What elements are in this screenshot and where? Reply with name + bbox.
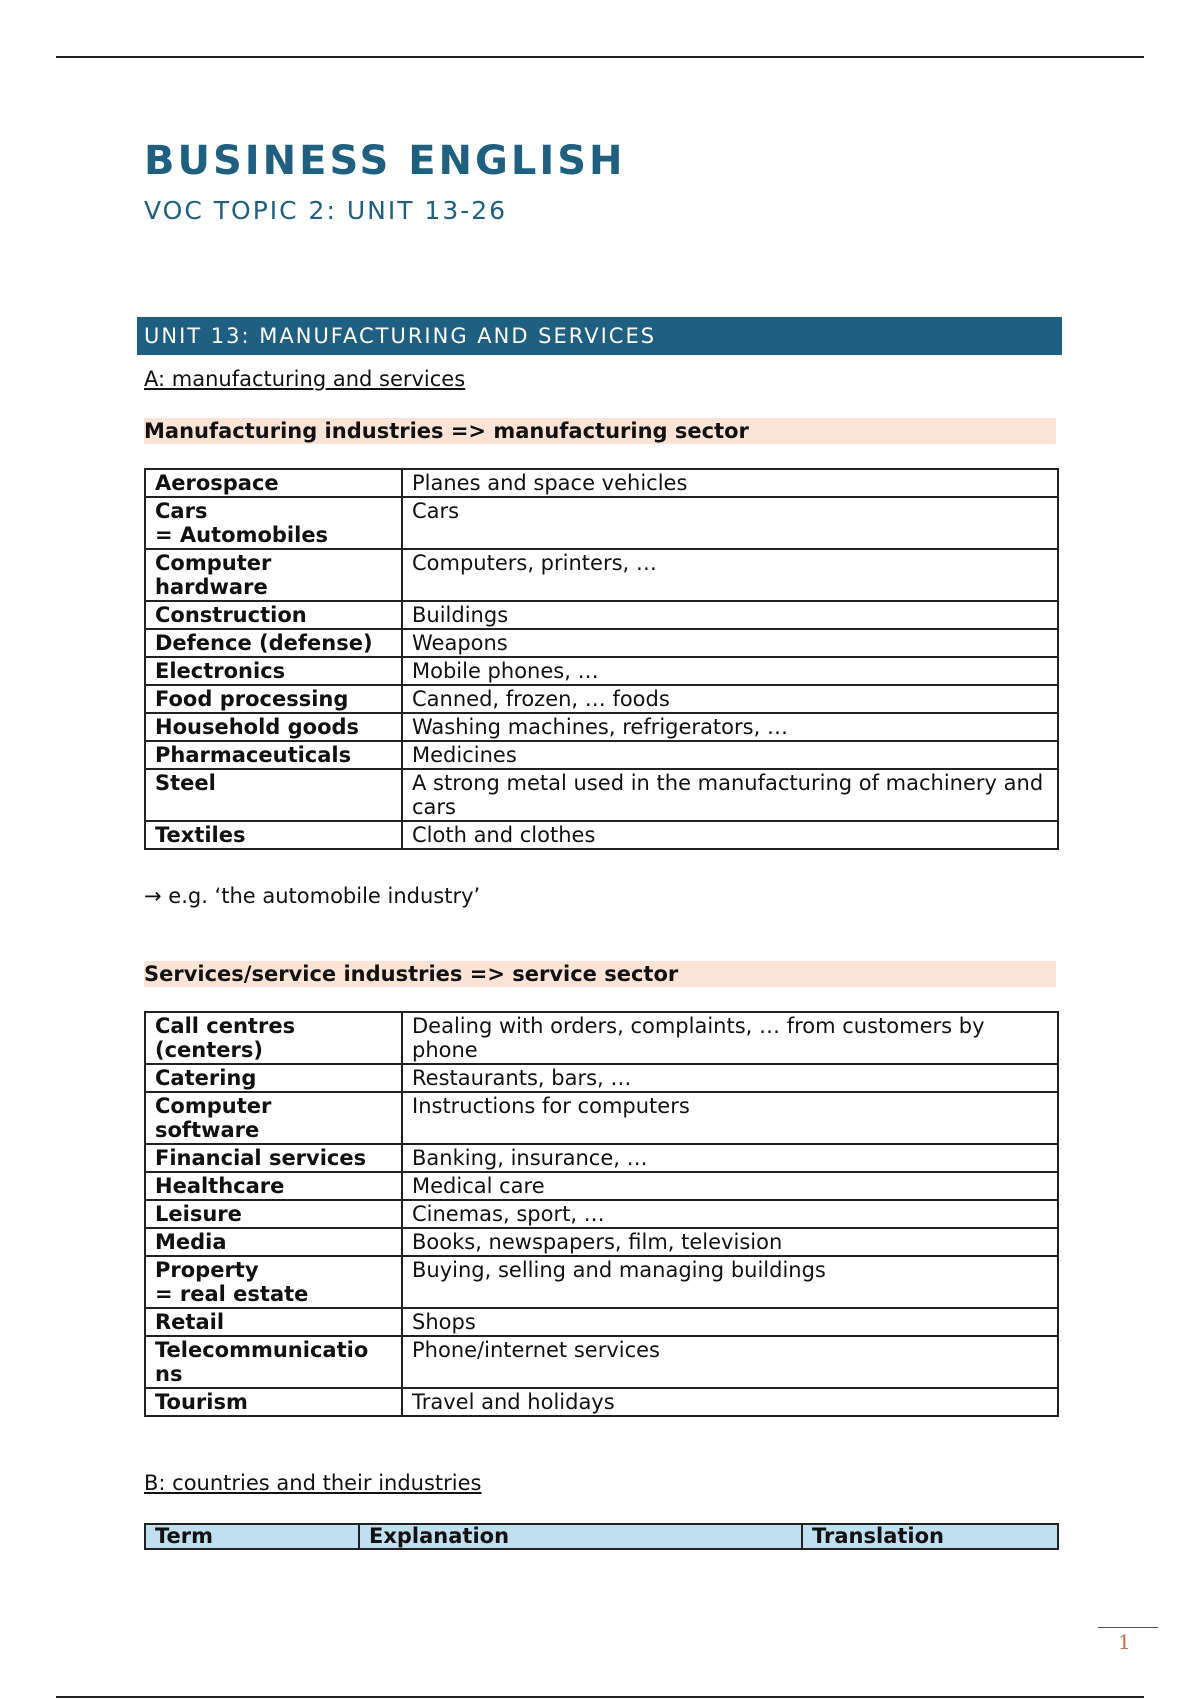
- table-row: [145, 497, 1058, 549]
- table-row: [145, 685, 1058, 713]
- description-cell: Planes and space vehicles: [402, 469, 1058, 497]
- description-cell: Medical care: [402, 1172, 1058, 1200]
- term-cell: Cars = Automobiles: [145, 497, 402, 549]
- table-row: [145, 1256, 1058, 1308]
- description-cell: Washing machines, refrigerators, …: [402, 713, 1058, 741]
- header-term: Term: [145, 1524, 359, 1549]
- countries-table-header: [144, 1523, 1059, 1550]
- description-cell: Books, newspapers, film, television: [402, 1228, 1058, 1256]
- term-cell: Construction: [145, 601, 402, 629]
- table-row: [145, 1200, 1058, 1228]
- term-cell: Telecommunicatio ns: [145, 1336, 402, 1388]
- term-cell: Property = real estate: [145, 1256, 402, 1308]
- term-cell: Food processing: [145, 685, 402, 713]
- term-cell: Computer software: [145, 1092, 402, 1144]
- table-row: [145, 1144, 1058, 1172]
- table-row: [145, 1228, 1058, 1256]
- description-cell: Weapons: [402, 629, 1058, 657]
- table-row: [145, 713, 1058, 741]
- description-cell: Buildings: [402, 601, 1058, 629]
- table-row: [145, 1012, 1058, 1064]
- term-cell: Textiles: [145, 821, 402, 849]
- table-row: [145, 1388, 1058, 1416]
- description-cell: Cars: [402, 497, 1058, 549]
- description-cell: Banking, insurance, …: [402, 1144, 1058, 1172]
- description-cell: Instructions for computers: [402, 1092, 1058, 1144]
- document-title: BUSINESS ENGLISH: [144, 138, 626, 184]
- table-row: [145, 1172, 1058, 1200]
- table-row: [145, 769, 1058, 821]
- section-b-heading: B: countries and their industries: [144, 1471, 482, 1495]
- term-cell: Household goods: [145, 713, 402, 741]
- description-cell: Computers, printers, …: [402, 549, 1058, 601]
- table-row: [145, 741, 1058, 769]
- term-cell: Steel: [145, 769, 402, 821]
- page-number: 1: [1118, 1630, 1131, 1654]
- table-row: [145, 1092, 1058, 1144]
- section-a-heading: A: manufacturing and services: [144, 367, 466, 391]
- top-rule: [56, 56, 1144, 58]
- description-cell: Canned, frozen, … foods: [402, 685, 1058, 713]
- term-cell: Catering: [145, 1064, 402, 1092]
- description-cell: Restaurants, bars, …: [402, 1064, 1058, 1092]
- description-cell: Shops: [402, 1308, 1058, 1336]
- table-row: [145, 657, 1058, 685]
- description-cell: Cloth and clothes: [402, 821, 1058, 849]
- table-row: [145, 1336, 1058, 1388]
- description-cell: Cinemas, sport, …: [402, 1200, 1058, 1228]
- term-cell: Aerospace: [145, 469, 402, 497]
- description-cell: Buying, selling and managing buildings: [402, 1256, 1058, 1308]
- term-cell: Tourism: [145, 1388, 402, 1416]
- term-cell: Electronics: [145, 657, 402, 685]
- term-cell: Media: [145, 1228, 402, 1256]
- description-cell: A strong metal used in the manufacturing of machinery and cars: [402, 769, 1058, 821]
- services-band: [144, 961, 1056, 987]
- description-cell: Medicines: [402, 741, 1058, 769]
- automobile-note: → e.g. ‘the automobile industry’: [144, 884, 481, 908]
- term-cell: Healthcare: [145, 1172, 402, 1200]
- header-explanation: Explanation: [359, 1524, 802, 1549]
- description-cell: Travel and holidays: [402, 1388, 1058, 1416]
- table-row: [145, 1064, 1058, 1092]
- term-cell: Pharmaceuticals: [145, 741, 402, 769]
- manufacturing-band: [144, 418, 1056, 444]
- table-row: [145, 549, 1058, 601]
- description-cell: Dealing with orders, complaints, … from customers by phone: [402, 1012, 1058, 1064]
- term-cell: Retail: [145, 1308, 402, 1336]
- description-cell: Phone/internet services: [402, 1336, 1058, 1388]
- document-subtitle: VOC TOPIC 2: UNIT 13-26: [144, 196, 508, 225]
- table-row: [145, 601, 1058, 629]
- manufacturing-table: [144, 468, 1059, 850]
- table-row: [145, 1308, 1058, 1336]
- description-cell: Mobile phones, …: [402, 657, 1058, 685]
- header-translation: Translation: [802, 1524, 1058, 1549]
- term-cell: Financial services: [145, 1144, 402, 1172]
- page-number-rule: [1098, 1627, 1158, 1628]
- services-band-label: Services/service industries => service sector: [144, 962, 679, 986]
- unit-heading-bar: UNIT 13: MANUFACTURING AND SERVICES: [137, 317, 1062, 355]
- services-table: [144, 1011, 1059, 1417]
- table-row: [145, 469, 1058, 497]
- term-cell: Leisure: [145, 1200, 402, 1228]
- term-cell: Defence (defense): [145, 629, 402, 657]
- term-cell: Call centres (centers): [145, 1012, 402, 1064]
- bottom-rule: [56, 1696, 1144, 1698]
- term-cell: Computer hardware: [145, 549, 402, 601]
- table-row: [145, 629, 1058, 657]
- manufacturing-band-label: Manufacturing industries => manufacturing sector: [144, 419, 749, 443]
- table-row: [145, 821, 1058, 849]
